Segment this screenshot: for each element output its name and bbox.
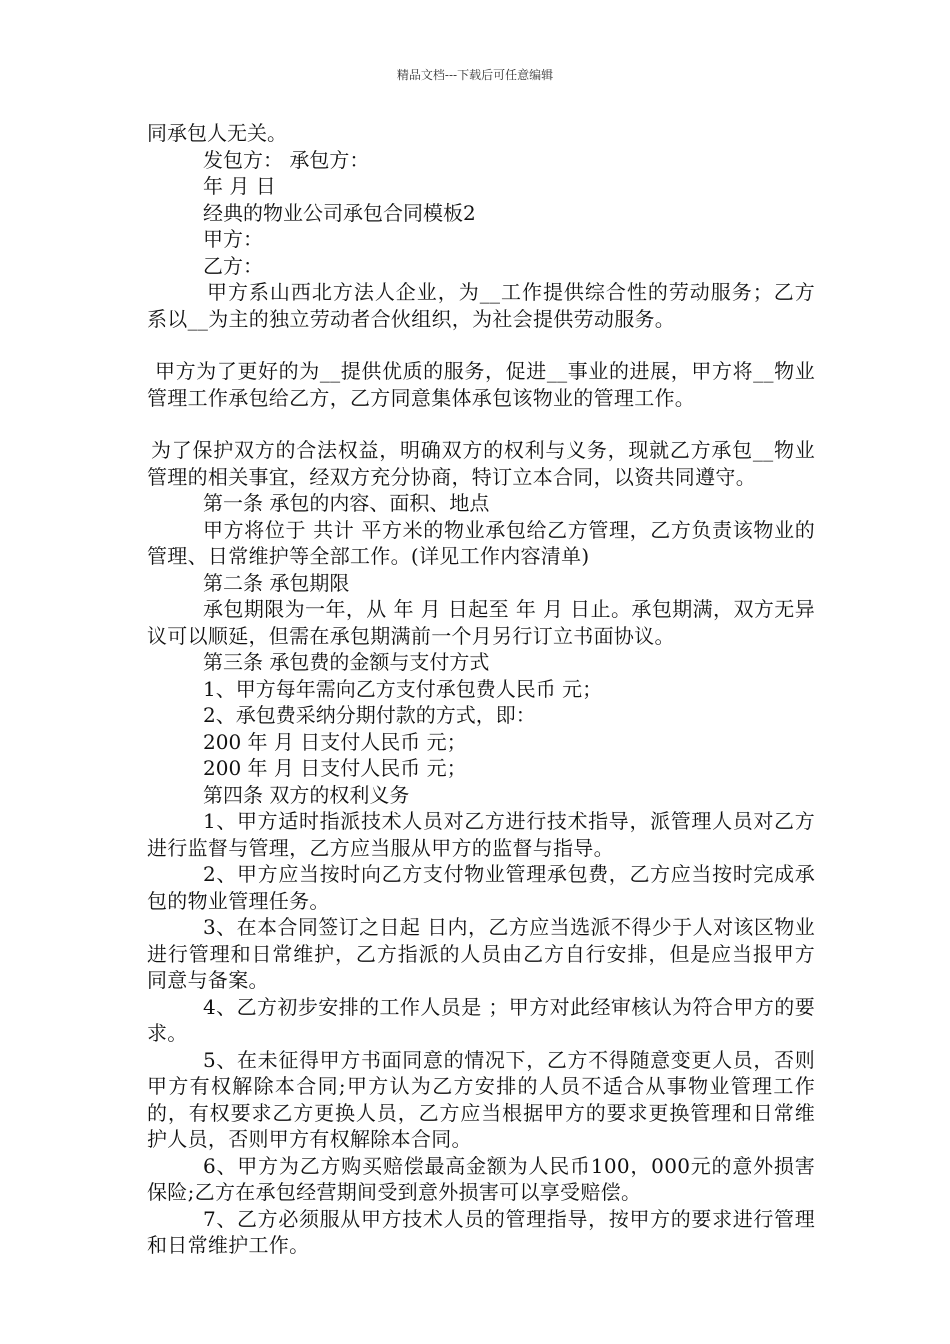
list-item: 2、甲方应当按时向乙方支付物业管理承包费，乙方应当按时完成承包的物业管理任务。 [147, 862, 815, 913]
paragraph-gap [147, 411, 815, 437]
payment-line: 200 年 月 日支付人民币 元； [203, 729, 467, 754]
article-heading: 第一条 承包的内容、面积、地点 [203, 491, 490, 515]
paragraph: 甲方将位于 共计 平方米的物业承包给乙方管理，乙方负责该物业的管理、日常维护等全部工作。(详见工作内容清单) [147, 517, 815, 568]
payment-line: 200 年 月 日支付人民币 元； [203, 756, 467, 780]
document-body [147, 120, 815, 1259]
document-title: 经典的物业公司承包合同模板2 [203, 200, 476, 225]
list-item: 1、甲方每年需向乙方支付承包费人民币 元； [203, 676, 603, 701]
party-b-label: 乙方： [203, 253, 263, 278]
list-item: 5、在未征得甲方书面同意的情况下，乙方不得随意变更人员，否则甲方有权解除本合同;甲方认为乙方安排的人员不适合从事物业管理工作的，有权要求乙方更换人员，乙方应当根据甲方的要求更换管理和日常维护人员，否则甲方有权解除本合同。 [147, 1047, 815, 1151]
article-heading: 第四条 双方的权利义务 [203, 782, 410, 807]
signature-parties: 发包方： 承包方： [203, 147, 370, 172]
paragraph-gap [147, 332, 815, 358]
list-item: 7、乙方必须服从甲方技术人员的管理指导，按甲方的要求进行管理和日常维护工作。 [147, 1206, 815, 1257]
list-item: 2、承包费采纳分期付款的方式，即： [203, 703, 536, 727]
list-item: 6、甲方为乙方购买赔偿最高金额为人民币100，000元的意外损害保险;乙方在承包经营期间受到意外损害可以享受赔偿。 [147, 1153, 815, 1204]
article-heading: 第三条 承包费的金额与支付方式 [203, 650, 490, 674]
paragraph: 承包期限为一年，从 年 月 日起至 年 月 日止。承包期满，双方无异议可以顺延，但需在承包期满前一个月另行订立书面协议。 [147, 597, 815, 648]
paragraph: 甲方为了更好的为__提供优质的服务，促进__事业的进展，甲方将__物业管理工作承包给乙方，乙方同意集体承包该物业的管理工作。 [147, 359, 815, 410]
list-item: 1、甲方适时指派技术人员对乙方进行技术指导，派管理人员对乙方进行监督与管理，乙方应当服从甲方的监督与指导。 [147, 809, 815, 860]
party-a-label: 甲方： [203, 227, 263, 251]
list-item: 4、乙方初步安排的工作人员是 ；甲方对此经审核认为符合甲方的要求。 [147, 994, 815, 1045]
paragraph: 同承包人无关。 [147, 121, 287, 145]
article-heading: 第二条 承包期限 [203, 570, 350, 595]
paragraph: 甲方系山西北方法人企业，为__工作提供综合性的劳动服务；乙方系以__为主的独立劳动者合伙组织，为社会提供劳动服务。 [147, 280, 815, 331]
date-line: 年 月 日 [203, 174, 276, 198]
page-header: 精品文档---下载后可任意编辑 [396, 68, 554, 82]
paragraph: 为了保护双方的合法权益，明确双方的权利与义务，现就乙方承包__物业管理的相关事宜，经双方充分协商，特订立本合同，以资共同遵守。 [147, 438, 815, 489]
list-item: 3、在本合同签订之日起 日内，乙方应当选派不得少于人对该区物业进行管理和日常维护，乙方指派的人员由乙方自行安排，但是应当报甲方同意与备案。 [147, 915, 815, 992]
